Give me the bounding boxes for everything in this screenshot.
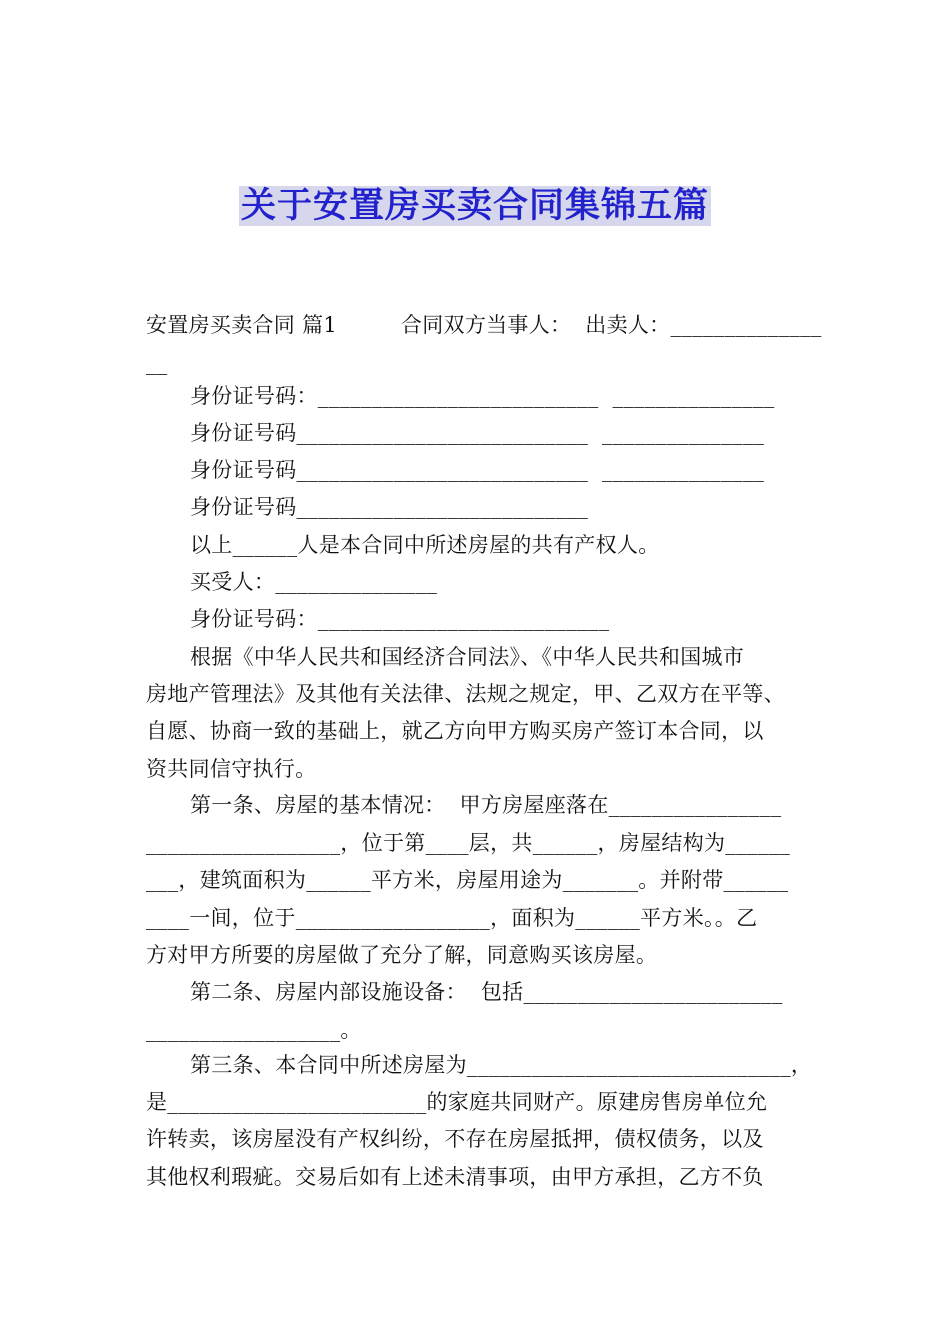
text-line: 许转卖，该房屋没有产权纠纷，不存在房屋抵押，债权债务，以及	[146, 1127, 764, 1151]
text-line: 第一条、房屋的基本情况： 甲方房屋座落在________________	[190, 793, 782, 817]
text-line: 第二条、房屋内部设施设备： 包括________________________	[190, 980, 783, 1004]
text-line: 房地产管理法》及其他有关法律、法规之规定，甲、乙双方在平等、	[146, 682, 785, 706]
text-line: 身份证号码___________________________ _______________	[190, 421, 765, 445]
text-line: 自愿、协商一致的基础上，就乙方向甲方购买房产签订本合同，以	[146, 719, 764, 743]
text-line: 方对甲方所要的房屋做了充分了解，同意购买该房屋。	[146, 943, 658, 967]
text-line: ____一间，位于__________________，面积为______平方米。。乙	[146, 906, 758, 930]
text-line: 买受人：_______________	[190, 570, 438, 594]
text-line: 资共同信守执行。	[146, 757, 317, 781]
text-line: ___，建筑面积为______平方米，房屋用途为_______。并附带______	[146, 868, 789, 892]
text-line: __	[146, 351, 168, 375]
text-line: __________________。	[146, 1018, 362, 1042]
document-title: 关于安置房买卖合同集锦五篇	[240, 186, 709, 226]
text-line: 身份证号码：___________________________	[190, 607, 610, 631]
text-line: 安置房买卖合同 篇1 合同双方当事人： 出卖人：______________	[146, 313, 822, 337]
text-line: 其他权利瑕疵。交易后如有上述未清事项，由甲方承担，乙方不负	[146, 1165, 764, 1189]
text-line: 身份证号码：__________________________ _______________	[190, 384, 775, 408]
text-line: 第三条、本合同中所述房屋为______________________________，	[190, 1053, 813, 1077]
text-line: 根据《中华人民共和国经济合同法》、《中华人民共和国城市	[190, 645, 745, 669]
text-line: 以上______人是本合同中所述房屋的共有产权人。	[190, 533, 660, 557]
text-line: 身份证号码___________________________ _______________	[190, 458, 765, 482]
text-line: __________________，位于第____层，共______，房屋结构为______	[146, 831, 791, 855]
text-line: 是________________________的家庭共同财产。原建房售房单位允	[146, 1090, 768, 1114]
text-line: 身份证号码___________________________	[190, 495, 589, 519]
